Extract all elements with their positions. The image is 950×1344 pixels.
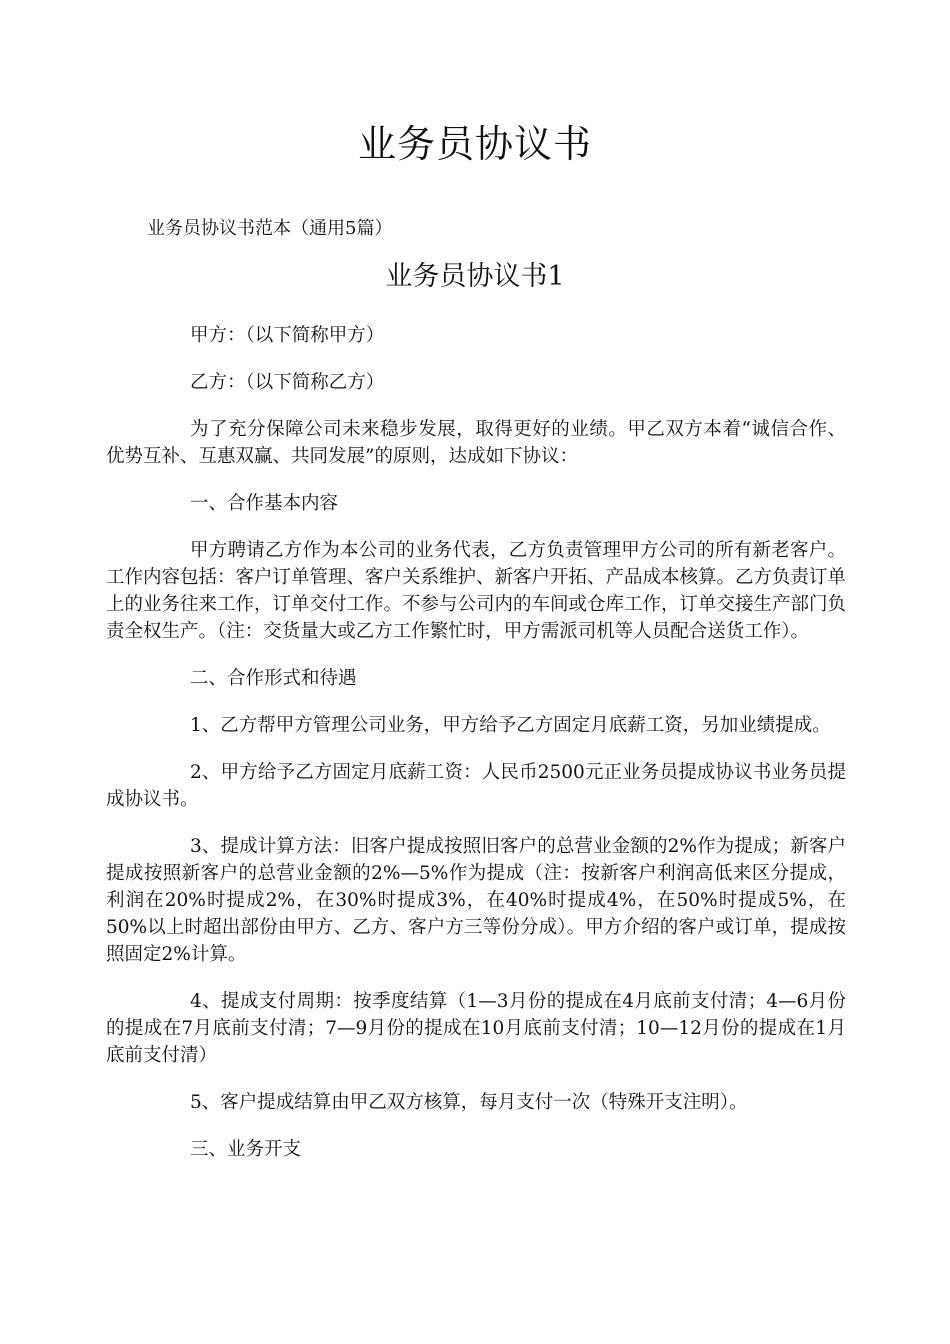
document-heading: 业务员协议书1: [385, 261, 565, 292]
clause-2: 2、甲方给予乙方固定月底薪工资：人民币2500元正业务员提成协议书业务员提成协议书。: [106, 762, 846, 810]
subtitle: 业务员协议书范本（通用5篇）: [147, 218, 393, 239]
clause-3: 3、提成计算方法：旧客户提成按照旧客户的总营业金额的2%作为提成；新客户提成按照新客户的总营业金额的2%—5%作为提成（注：按新客户利润高低来区分提成，利润在20%时提成2%，在30%时提成3%，在40%时提成4%，在50%时提成5%，在50%以上时超出部份由甲方、乙方、客户方三等份分成）。甲方介绍的客户或订单，提成按照固定2%计算。: [106, 836, 846, 965]
section-heading-3: 三、业务开支: [190, 1139, 302, 1160]
clause-5: 5、客户提成结算由甲乙双方核算，每月支付一次（特殊开支注明）。: [190, 1092, 748, 1113]
party-b-line: 乙方：（以下简称乙方）: [190, 372, 385, 393]
main-title: 业务员协议书: [357, 122, 592, 166]
cooperation-content-paragraph: 甲方聘请乙方作为本公司的业务代表，乙方负责管理甲方公司的所有新老客户。工作内容包括：客户订单管理、客户关系维护、新客户开拓、产品成本核算。乙方负责订单上的业务往来工作，订单交付工作。不参与公司内的车间或仓库工作，订单交接生产部门负责全权生产。（注：交货量大或乙方工作繁忙时，甲方需派司机等人员配合送货工作）。: [106, 540, 847, 642]
document-body: [106, 322, 846, 1183]
section-heading-1: 一、合作基本内容: [190, 493, 339, 514]
clause-4: 4、提成支付周期：按季度结算（1—3月份的提成在4月底前支付清；4—6月份的提成在7月底前支付清；7—9月份的提成在10月底前支付清；10—12月份的提成在1月底前支付清）: [106, 991, 846, 1066]
clause-1: 1、乙方帮甲方管理公司业务，甲方给予乙方固定月底薪工资，另加业绩提成。: [190, 715, 831, 736]
preamble-paragraph: 为了充分保障公司未来稳步发展，取得更好的业绩。甲乙双方本着“诚信合作、优势互补、互惠双赢、共同发展”的原则，达成如下协议：: [106, 419, 846, 467]
section-heading-2: 二、合作形式和待遇: [190, 668, 357, 689]
party-a-line: 甲方：（以下简称甲方）: [190, 325, 385, 346]
